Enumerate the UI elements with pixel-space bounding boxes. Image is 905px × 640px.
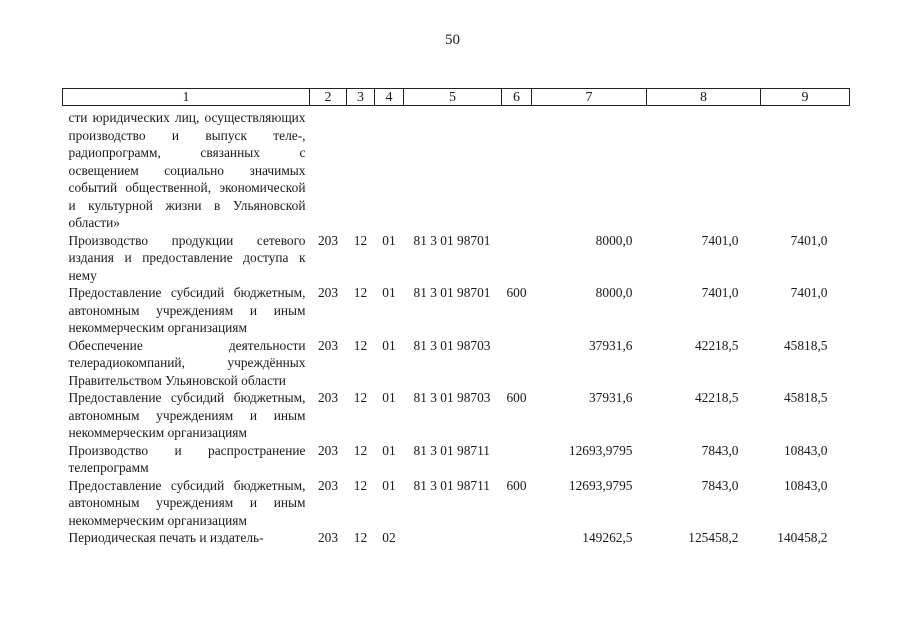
cell-c7: 149262,5 bbox=[582, 530, 633, 545]
row-description: Периодическая печать и издатель- bbox=[68, 530, 264, 545]
cell-c6 bbox=[502, 442, 532, 477]
cell-c5: 81 3 01 98711 bbox=[413, 442, 490, 458]
cell-c6 bbox=[502, 529, 532, 547]
page-number: 50 bbox=[445, 32, 460, 48]
column-header: 3 bbox=[347, 89, 375, 106]
cell-c5: 81 3 01 98703 bbox=[413, 337, 491, 353]
cell-c8: 125458,2 bbox=[688, 530, 739, 545]
cell-c7: 12693,9795 bbox=[568, 442, 633, 458]
cell-c8 bbox=[647, 109, 761, 232]
cell-c2: 203 bbox=[317, 530, 339, 545]
cell-c4: 01 bbox=[382, 442, 396, 458]
column-header: 7 bbox=[532, 89, 647, 106]
cell-c9: 45818,5 bbox=[783, 337, 828, 353]
cell-c2: 203 bbox=[317, 390, 339, 405]
cell-c7 bbox=[532, 109, 647, 232]
cell-c7: 8000,0 bbox=[595, 285, 633, 300]
table-row bbox=[63, 477, 850, 530]
cell-c2: 203 bbox=[317, 232, 339, 248]
row-description: Предоставление субсидий бюджетным, автономным учреждениям и иным некоммерческим организациям bbox=[68, 285, 306, 335]
row-description: Производство продукции сетевого издания и предоставление доступа к нему bbox=[68, 232, 306, 283]
cell-c3: 12 bbox=[353, 477, 368, 493]
row-description: Производство и распространение телепрограмм bbox=[68, 442, 306, 475]
column-header: 5 bbox=[404, 89, 502, 106]
cell-c8: 42218,5 bbox=[694, 337, 739, 353]
cell-c5 bbox=[404, 529, 502, 547]
cell-c8: 42218,5 bbox=[694, 390, 739, 405]
table-row bbox=[63, 529, 850, 547]
cell-c3 bbox=[347, 109, 375, 232]
cell-c4 bbox=[375, 109, 404, 232]
cell-c4: 01 bbox=[382, 232, 396, 248]
cell-c2: 203 bbox=[317, 442, 339, 458]
cell-c6: 600 bbox=[506, 477, 527, 493]
cell-c5: 81 3 01 98701 bbox=[413, 285, 491, 300]
cell-c3: 12 bbox=[353, 232, 368, 248]
cell-c2: 203 bbox=[317, 337, 339, 353]
cell-c5: 81 3 01 98711 bbox=[413, 477, 490, 493]
cell-c3: 12 bbox=[353, 285, 368, 300]
cell-c5: 81 3 01 98701 bbox=[413, 232, 491, 248]
cell-c8: 7401,0 bbox=[701, 232, 739, 248]
table-header-row bbox=[63, 89, 850, 106]
budget-table bbox=[62, 88, 850, 547]
row-description: Обеспечение деятельности телерадиокомпаний, учреждённых Правительством Ульяновской области bbox=[68, 337, 306, 388]
cell-c6: 600 bbox=[506, 390, 527, 405]
cell-c7: 12693,9795 bbox=[568, 477, 633, 493]
table-row bbox=[63, 337, 850, 390]
cell-c6 bbox=[502, 232, 532, 285]
cell-c3: 12 bbox=[353, 530, 368, 545]
column-header: 6 bbox=[502, 89, 532, 106]
cell-c6 bbox=[502, 109, 532, 232]
cell-c5 bbox=[404, 109, 502, 232]
cell-c9 bbox=[761, 109, 850, 232]
row-description: Предоставление субсидий бюджетным, автономным учреждениям и иным некоммерческим организациям bbox=[68, 477, 306, 528]
table-row bbox=[63, 389, 850, 442]
cell-c8: 7401,0 bbox=[701, 285, 739, 300]
cell-c4: 01 bbox=[382, 477, 396, 493]
table-row bbox=[63, 284, 850, 337]
cell-c5: 81 3 01 98703 bbox=[413, 390, 491, 405]
row-description: сти юридических лиц, осуществляющих производство и выпуск теле-, радиопрограмм, связанных с освещением социально значимых событий общественной, экономической и культурной жизни в Ульяновской области» bbox=[68, 110, 306, 230]
table-row bbox=[63, 442, 850, 477]
column-header: 2 bbox=[310, 89, 347, 106]
cell-c8: 7843,0 bbox=[701, 442, 739, 458]
cell-c7: 37931,6 bbox=[588, 337, 633, 353]
cell-c2: 203 bbox=[317, 285, 339, 300]
cell-c2 bbox=[310, 109, 347, 232]
cell-c2: 203 bbox=[317, 477, 339, 493]
column-header: 9 bbox=[761, 89, 850, 106]
cell-c4: 01 bbox=[382, 285, 396, 300]
cell-c4: 01 bbox=[382, 390, 396, 405]
column-header: 8 bbox=[647, 89, 761, 106]
table-row bbox=[63, 232, 850, 285]
row-description: Предоставление субсидий бюджетным, автономным учреждениям и иным некоммерческим организациям bbox=[68, 390, 306, 440]
table-row bbox=[63, 109, 850, 232]
cell-c4: 02 bbox=[382, 530, 396, 545]
cell-c6: 600 bbox=[506, 285, 527, 300]
cell-c7: 37931,6 bbox=[588, 390, 633, 405]
cell-c9: 7401,0 bbox=[790, 232, 828, 248]
column-header: 1 bbox=[63, 89, 310, 106]
cell-c7: 8000,0 bbox=[595, 232, 633, 248]
cell-c3: 12 bbox=[353, 337, 368, 353]
cell-c9: 7401,0 bbox=[790, 285, 828, 300]
cell-c9: 45818,5 bbox=[783, 390, 828, 405]
cell-c8: 7843,0 bbox=[701, 477, 739, 493]
cell-c4: 01 bbox=[382, 337, 396, 353]
cell-c9: 10843,0 bbox=[783, 442, 828, 458]
cell-c9: 140458,2 bbox=[777, 530, 828, 545]
cell-c3: 12 bbox=[353, 390, 368, 405]
cell-c3: 12 bbox=[353, 442, 368, 458]
cell-c9: 10843,0 bbox=[783, 477, 828, 493]
column-header: 4 bbox=[375, 89, 404, 106]
cell-c6 bbox=[502, 337, 532, 390]
